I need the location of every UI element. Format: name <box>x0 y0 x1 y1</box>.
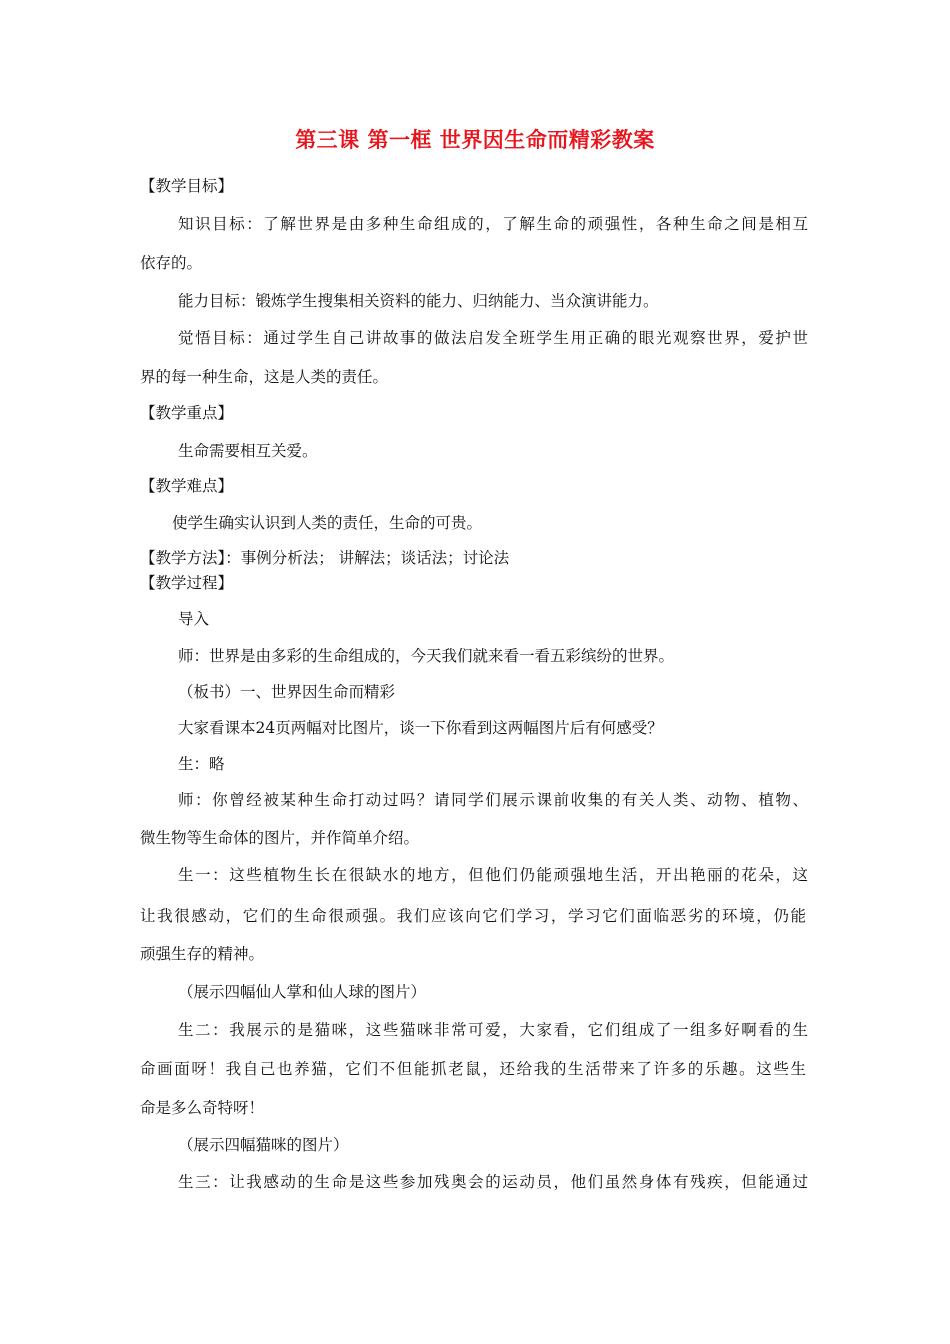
paragraph-line: （展示四幅猫咪的图片） <box>178 1136 349 1154</box>
paragraph-line: 生一：这些植物生长在很缺水的地方，但他们仍能顽强地生活，开出艳丽的花朵，这 <box>178 866 808 884</box>
paragraph-line: 使学生确实认识到人类的责任，生命的可贵。 <box>172 514 483 532</box>
paragraph-line: 生三：让我感动的生命是这些参加残奥会的运动员，他们虽然身体有残疾，但能通过 <box>178 1173 808 1191</box>
paragraph-line: 师：你曾经被某种生命打动过吗？请同学们展示课前收集的有关人类、动物、植物、 <box>178 791 808 809</box>
paragraph-line: 导入 <box>178 610 210 628</box>
paragraph-line: （展示四幅仙人掌和仙人球的图片） <box>178 983 427 1001</box>
paragraph-line: 顽强生存的精神。 <box>140 945 265 963</box>
section-heading-key-point: 【教学重点】 <box>140 404 234 422</box>
page-title: 第三课 第一框 世界因生命而精彩教案 <box>295 128 655 152</box>
section-heading-difficulty: 【教学难点】 <box>140 477 234 495</box>
section-heading-objectives: 【教学目标】 <box>140 177 234 195</box>
paragraph-line: 大家看课本24页两幅对比图片，谈一下你看到这两幅图片后有何感受？ <box>178 719 663 737</box>
paragraph-line: 界的每一种生命，这是人类的责任。 <box>140 368 389 386</box>
paragraph-line: （板书）一、世界因生命而精彩 <box>178 683 396 701</box>
section-heading-methods: 【教学方法】：事例分析法； 讲解法；谈话法；讨论法 <box>140 549 510 567</box>
paragraph-line: 生二：我展示的是猫咪，这些猫咪非常可爱，大家看，它们组成了一组多好啊看的生 <box>178 1021 808 1039</box>
paragraph-line: 生命需要相互关爱。 <box>178 442 318 460</box>
paragraph-line: 命画面呀！我自己也养猫，它们不但能抓老鼠，还给我的生活带来了许多的乐趣。这些生 <box>140 1060 806 1078</box>
paragraph-line: 师：世界是由多彩的生命组成的，今天我们就来看一看五彩缤纷的世界。 <box>178 647 675 665</box>
paragraph-line: 觉悟目标：通过学生自己讲故事的做法启发全班学生用正确的眼光观察世界，爱护世 <box>178 329 808 347</box>
section-heading-process: 【教学过程】 <box>140 574 234 592</box>
paragraph-line: 知识目标：了解世界是由多种生命组成的，了解生命的顽强性，各种生命之间是相互 <box>178 215 808 233</box>
paragraph-line: 依存的。 <box>140 254 203 272</box>
paragraph-line: 生：略 <box>178 755 225 773</box>
paragraph-line: 微生物等生命体的图片，并作简单介绍。 <box>140 829 420 847</box>
paragraph-line: 让我很感动，它们的生命很顽强。我们应该向它们学习，学习它们面临恶劣的环境，仍能 <box>140 907 806 925</box>
paragraph-line: 能力目标：锻炼学生搜集相关资料的能力、归纳能力、当众演讲能力。 <box>178 292 659 310</box>
paragraph-line: 命是多么奇特呀！ <box>140 1099 265 1117</box>
